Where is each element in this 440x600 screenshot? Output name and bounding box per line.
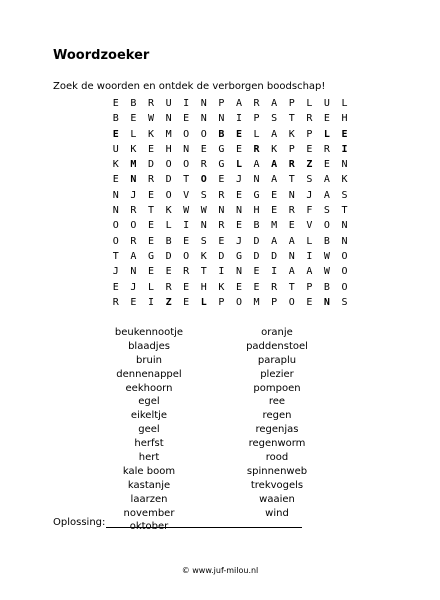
grid-row	[107, 111, 353, 126]
grid-letter[interactable]: N	[341, 220, 348, 232]
grid-letter[interactable]: L	[253, 128, 260, 140]
grid-row	[107, 142, 353, 157]
word-list-item: herfst	[134, 438, 164, 450]
grid-letter[interactable]: A	[323, 174, 330, 186]
word-list-item: dennenappel	[116, 368, 182, 380]
grid-letter[interactable]: R	[323, 143, 330, 155]
word-list-item: hert	[138, 452, 160, 464]
grid-letter[interactable]: P	[218, 296, 225, 308]
grid-letter[interactable]: V	[306, 220, 313, 232]
word-list-item: eikeltje	[130, 410, 168, 422]
grid-letter[interactable]: N	[112, 189, 119, 201]
grid-letter[interactable]: N	[130, 174, 137, 186]
grid-letter[interactable]: E	[235, 128, 242, 140]
grid-letter[interactable]: N	[112, 205, 119, 217]
grid-row	[107, 295, 353, 310]
grid-letter[interactable]: N	[288, 189, 295, 201]
grid-letter[interactable]: T	[147, 205, 154, 217]
grid-letter[interactable]: M	[130, 159, 137, 171]
grid-letter[interactable]: O	[341, 281, 348, 293]
grid-row	[107, 203, 353, 218]
grid-letter[interactable]: T	[200, 266, 207, 278]
grid-letter[interactable]: O	[288, 296, 295, 308]
grid-letter[interactable]: S	[200, 189, 207, 201]
grid-letter[interactable]: A	[271, 159, 278, 171]
grid-letter[interactable]: F	[306, 205, 313, 217]
grid-letter[interactable]: U	[112, 143, 119, 155]
word-list-item: oranje	[261, 327, 293, 338]
grid-letter[interactable]: A	[130, 250, 137, 262]
grid-letter[interactable]: B	[165, 235, 172, 247]
grid-letter[interactable]: H	[253, 205, 260, 217]
grid-letter[interactable]: N	[165, 113, 172, 125]
solution-answer-line[interactable]	[106, 517, 302, 528]
grid-letter[interactable]: S	[271, 113, 278, 125]
grid-letter[interactable]: M	[253, 296, 260, 308]
grid-letter[interactable]: E	[218, 235, 225, 247]
grid-letter[interactable]: N	[235, 205, 242, 217]
grid-letter[interactable]: D	[165, 174, 172, 186]
grid-letter[interactable]: A	[288, 235, 295, 247]
grid-letter[interactable]: J	[235, 174, 242, 186]
grid-row	[107, 280, 353, 295]
grid-letter[interactable]: T	[288, 113, 295, 125]
grid-letter[interactable]: T	[288, 174, 295, 186]
grid-letter[interactable]: L	[130, 128, 137, 140]
grid-letter[interactable]: O	[183, 250, 190, 262]
grid-letter[interactable]: G	[218, 143, 225, 155]
word-list-item: trekvogels	[250, 479, 304, 491]
word-list-right	[222, 326, 332, 520]
grid-letter[interactable]: S	[306, 174, 313, 186]
word-list-item: plezier	[260, 368, 294, 380]
grid-letter[interactable]: E	[306, 296, 313, 308]
grid-letter[interactable]: P	[271, 296, 278, 308]
grid-letter[interactable]: J	[130, 189, 137, 201]
grid-letter[interactable]: W	[183, 205, 190, 217]
grid-letter[interactable]: P	[253, 113, 260, 125]
grid-letter[interactable]: I	[218, 266, 225, 278]
grid-letter[interactable]: O	[165, 189, 172, 201]
grid-letter[interactable]: E	[130, 296, 137, 308]
grid-letter[interactable]: K	[288, 128, 295, 140]
grid-letter[interactable]: S	[323, 205, 330, 217]
grid-row	[107, 218, 353, 233]
grid-letter[interactable]: K	[112, 159, 119, 171]
grid-letter[interactable]: A	[306, 266, 313, 278]
grid-letter[interactable]: O	[183, 128, 190, 140]
grid-letter[interactable]: E	[323, 159, 330, 171]
grid-letter[interactable]: N	[200, 113, 207, 125]
word-list-item: kastanje	[127, 479, 171, 491]
grid-letter[interactable]: O	[341, 266, 348, 278]
grid-letter[interactable]: E	[147, 235, 154, 247]
word-search-grid	[107, 96, 353, 310]
grid-letter[interactable]: R	[147, 174, 154, 186]
grid-letter[interactable]: D	[253, 250, 260, 262]
grid-letter[interactable]: R	[218, 189, 225, 201]
grid-row	[107, 127, 353, 142]
grid-letter[interactable]: G	[253, 189, 260, 201]
grid-letter[interactable]: A	[253, 159, 260, 171]
grid-letter[interactable]: E	[218, 174, 225, 186]
grid-letter[interactable]: L	[323, 128, 330, 140]
grid-letter[interactable]: L	[200, 296, 207, 308]
grid-row	[107, 172, 353, 187]
grid-row	[107, 234, 353, 249]
grid-letter[interactable]: I	[235, 113, 242, 125]
grid-letter[interactable]: B	[253, 220, 260, 232]
grid-letter[interactable]: U	[165, 98, 172, 109]
grid-letter[interactable]: E	[306, 143, 313, 155]
grid-letter[interactable]: O	[235, 296, 242, 308]
grid-letter[interactable]: K	[200, 250, 207, 262]
grid-letter[interactable]: W	[323, 250, 330, 262]
grid-letter[interactable]: Z	[306, 159, 313, 171]
grid-letter[interactable]: W	[147, 113, 154, 125]
grid-letter[interactable]: R	[253, 98, 260, 109]
grid-row	[107, 264, 353, 279]
grid-letter[interactable]: D	[271, 250, 278, 262]
grid-letter[interactable]: E	[112, 174, 119, 186]
grid-letter[interactable]: H	[341, 113, 348, 125]
grid-letter[interactable]: E	[235, 281, 242, 293]
grid-letter[interactable]: L	[341, 98, 348, 109]
grid-letter[interactable]: P	[306, 128, 313, 140]
grid-letter[interactable]: E	[235, 143, 242, 155]
grid-letter[interactable]: K	[271, 143, 278, 155]
grid-letter[interactable]: S	[341, 189, 348, 201]
grid-letter[interactable]: E	[183, 113, 190, 125]
grid-letter[interactable]: N	[218, 113, 225, 125]
grid-letter[interactable]: T	[183, 174, 190, 186]
word-list-item: paddenstoel	[246, 340, 308, 352]
word-list-item: kale boom	[122, 465, 176, 477]
word-list-item: oktober	[129, 521, 169, 533]
word-list-item: eekhoorn	[125, 382, 173, 394]
grid-letter[interactable]: I	[341, 143, 348, 155]
grid-letter[interactable]: N	[341, 159, 348, 171]
grid-letter[interactable]: U	[323, 98, 330, 109]
grid-letter[interactable]: N	[130, 266, 137, 278]
grid-letter[interactable]: N	[253, 174, 260, 186]
grid-letter[interactable]: W	[323, 266, 330, 278]
grid-letter[interactable]: E	[147, 266, 154, 278]
grid-letter[interactable]: A	[271, 235, 278, 247]
grid-letter[interactable]: L	[306, 98, 313, 109]
grid-letter[interactable]: E	[235, 220, 242, 232]
grid-letter[interactable]: R	[112, 296, 119, 308]
grid-letter[interactable]: E	[183, 296, 190, 308]
grid-letter[interactable]: E	[183, 235, 190, 247]
solution-row	[53, 517, 302, 528]
instruction-text: Zoek de woorden en ontdek de verborgen boodschap!	[53, 81, 326, 92]
grid-letter[interactable]: R	[130, 205, 137, 217]
grid-letter[interactable]: A	[271, 174, 278, 186]
grid-letter[interactable]: R	[165, 281, 172, 293]
grid-letter[interactable]: A	[271, 128, 278, 140]
grid-letter[interactable]: T	[341, 205, 348, 217]
word-list-item: pompoen	[253, 382, 301, 394]
grid-letter[interactable]: I	[183, 98, 190, 109]
grid-letter[interactable]: J	[112, 266, 119, 278]
grid-letter[interactable]: O	[200, 128, 207, 140]
footer-credit: © www.juf-milou.nl	[181, 566, 259, 575]
grid-letter[interactable]: E	[165, 266, 172, 278]
word-list-item: egel	[138, 396, 160, 408]
grid-letter[interactable]: A	[323, 189, 330, 201]
grid-letter[interactable]: E	[147, 143, 154, 155]
grid-letter[interactable]: N	[341, 235, 348, 247]
grid-letter[interactable]: O	[183, 159, 190, 171]
word-list-item: regenworm	[248, 438, 306, 450]
grid-letter[interactable]: G	[147, 250, 154, 262]
word-list-item: november	[123, 507, 175, 519]
grid-letter[interactable]: K	[341, 174, 348, 186]
grid-letter[interactable]: H	[165, 143, 172, 155]
grid-letter[interactable]: R	[253, 143, 260, 155]
grid-letter[interactable]: N	[218, 205, 225, 217]
grid-letter[interactable]: E	[323, 113, 330, 125]
grid-letter[interactable]: N	[288, 250, 295, 262]
grid-letter[interactable]: E	[271, 189, 278, 201]
grid-letter[interactable]: E	[112, 281, 119, 293]
grid-letter[interactable]: R	[183, 266, 190, 278]
grid-letter[interactable]: R	[147, 98, 154, 109]
word-list-item: rood	[265, 452, 289, 464]
grid-letter[interactable]: R	[130, 235, 137, 247]
grid-letter[interactable]: E	[235, 189, 242, 201]
grid-letter[interactable]: E	[130, 113, 137, 125]
grid-letter[interactable]: K	[165, 205, 172, 217]
grid-letter[interactable]: P	[288, 143, 295, 155]
grid-letter[interactable]: D	[218, 250, 225, 262]
word-list-left	[94, 326, 204, 534]
page-title: Woordzoeker	[53, 48, 150, 63]
grid-letter[interactable]: I	[183, 220, 190, 232]
grid-letter[interactable]: A	[235, 98, 242, 109]
grid-letter[interactable]: I	[306, 250, 313, 262]
grid-letter[interactable]: E	[253, 281, 260, 293]
grid-letter[interactable]: O	[112, 235, 119, 247]
grid-letter[interactable]: R	[288, 205, 295, 217]
grid-letter[interactable]: J	[306, 189, 313, 201]
grid-letter[interactable]: E	[112, 128, 119, 140]
grid-letter[interactable]: R	[218, 220, 225, 232]
grid-letter[interactable]: O	[130, 220, 137, 232]
grid-letter[interactable]: E	[341, 128, 348, 140]
grid-letter[interactable]: J	[130, 281, 137, 293]
grid-row	[107, 96, 353, 111]
grid-row	[107, 249, 353, 264]
grid-letter[interactable]: P	[288, 98, 295, 109]
grid-letter[interactable]: E	[147, 220, 154, 232]
grid-letter[interactable]: M	[165, 128, 172, 140]
grid-letter[interactable]: K	[218, 281, 225, 293]
grid-letter[interactable]: T	[288, 281, 295, 293]
grid-letter[interactable]: T	[112, 250, 119, 262]
grid-letter[interactable]: D	[165, 250, 172, 262]
grid-letter[interactable]: R	[288, 159, 295, 171]
grid-letter[interactable]: A	[288, 266, 295, 278]
word-list-item: ree	[268, 396, 286, 408]
grid-letter[interactable]: P	[218, 98, 225, 109]
grid-letter[interactable]: L	[147, 281, 154, 293]
grid-letter[interactable]: N	[323, 296, 330, 308]
grid-letter[interactable]: G	[235, 250, 242, 262]
grid-letter[interactable]: E	[147, 189, 154, 201]
word-list-item: spinnenweb	[246, 465, 308, 477]
word-list-item: waaien	[259, 493, 295, 505]
solution-label: Oplossing:	[53, 517, 106, 528]
grid-letter[interactable]: N	[235, 266, 242, 278]
grid-letter[interactable]: N	[200, 220, 207, 232]
word-list-item: geel	[138, 424, 160, 436]
grid-letter[interactable]: H	[200, 281, 207, 293]
grid-letter[interactable]: B	[130, 98, 137, 109]
word-list-item: paraplu	[257, 354, 297, 366]
grid-letter[interactable]: I	[147, 296, 154, 308]
grid-letter[interactable]: K	[147, 128, 154, 140]
word-list-item: laarzen	[130, 493, 168, 505]
grid-letter[interactable]: M	[271, 220, 278, 232]
grid-letter[interactable]: V	[183, 189, 190, 201]
grid-letter[interactable]: E	[200, 143, 207, 155]
grid-letter[interactable]: K	[130, 143, 137, 155]
grid-letter[interactable]: R	[271, 281, 278, 293]
grid-letter[interactable]: L	[235, 159, 242, 171]
grid-letter[interactable]: R	[306, 113, 313, 125]
grid-letter[interactable]: E	[112, 98, 119, 109]
grid-row	[107, 188, 353, 203]
grid-letter[interactable]: N	[183, 143, 190, 155]
word-list-item: regen	[262, 410, 292, 422]
grid-letter[interactable]: R	[200, 159, 207, 171]
grid-letter[interactable]: W	[200, 205, 207, 217]
grid-letter[interactable]: D	[147, 159, 154, 171]
grid-letter[interactable]: O	[112, 220, 119, 232]
grid-letter[interactable]: G	[218, 159, 225, 171]
grid-letter[interactable]: P	[306, 281, 313, 293]
grid-letter[interactable]: O	[341, 250, 348, 262]
grid-letter[interactable]: O	[323, 220, 330, 232]
grid-letter[interactable]: B	[218, 128, 225, 140]
grid-letter[interactable]: S	[341, 296, 348, 308]
word-list-item: regenjas	[255, 424, 299, 436]
word-list-item: blaadjes	[128, 340, 170, 352]
grid-letter[interactable]: E	[271, 205, 278, 217]
grid-letter[interactable]: N	[200, 98, 207, 109]
grid-row	[107, 157, 353, 172]
grid-letter[interactable]: A	[271, 98, 278, 109]
grid-letter[interactable]: L	[306, 235, 313, 247]
grid-letter[interactable]: B	[112, 113, 119, 125]
grid-letter[interactable]: J	[235, 235, 242, 247]
grid-letter[interactable]: L	[165, 220, 172, 232]
grid-letter[interactable]: E	[288, 220, 295, 232]
grid-letter[interactable]: S	[200, 235, 207, 247]
grid-letter[interactable]: O	[165, 159, 172, 171]
grid-letter[interactable]: E	[183, 281, 190, 293]
grid-letter[interactable]: O	[200, 174, 207, 186]
grid-letter[interactable]: I	[271, 266, 278, 278]
grid-letter[interactable]: B	[323, 281, 330, 293]
grid-letter[interactable]: B	[323, 235, 330, 247]
word-list-item: wind	[265, 507, 289, 519]
grid-letter[interactable]: D	[253, 235, 260, 247]
word-list-item: beukennootje	[114, 327, 184, 338]
grid-letter[interactable]: Z	[165, 296, 172, 308]
grid-letter[interactable]: E	[253, 266, 260, 278]
word-list-item: bruin	[136, 354, 162, 366]
